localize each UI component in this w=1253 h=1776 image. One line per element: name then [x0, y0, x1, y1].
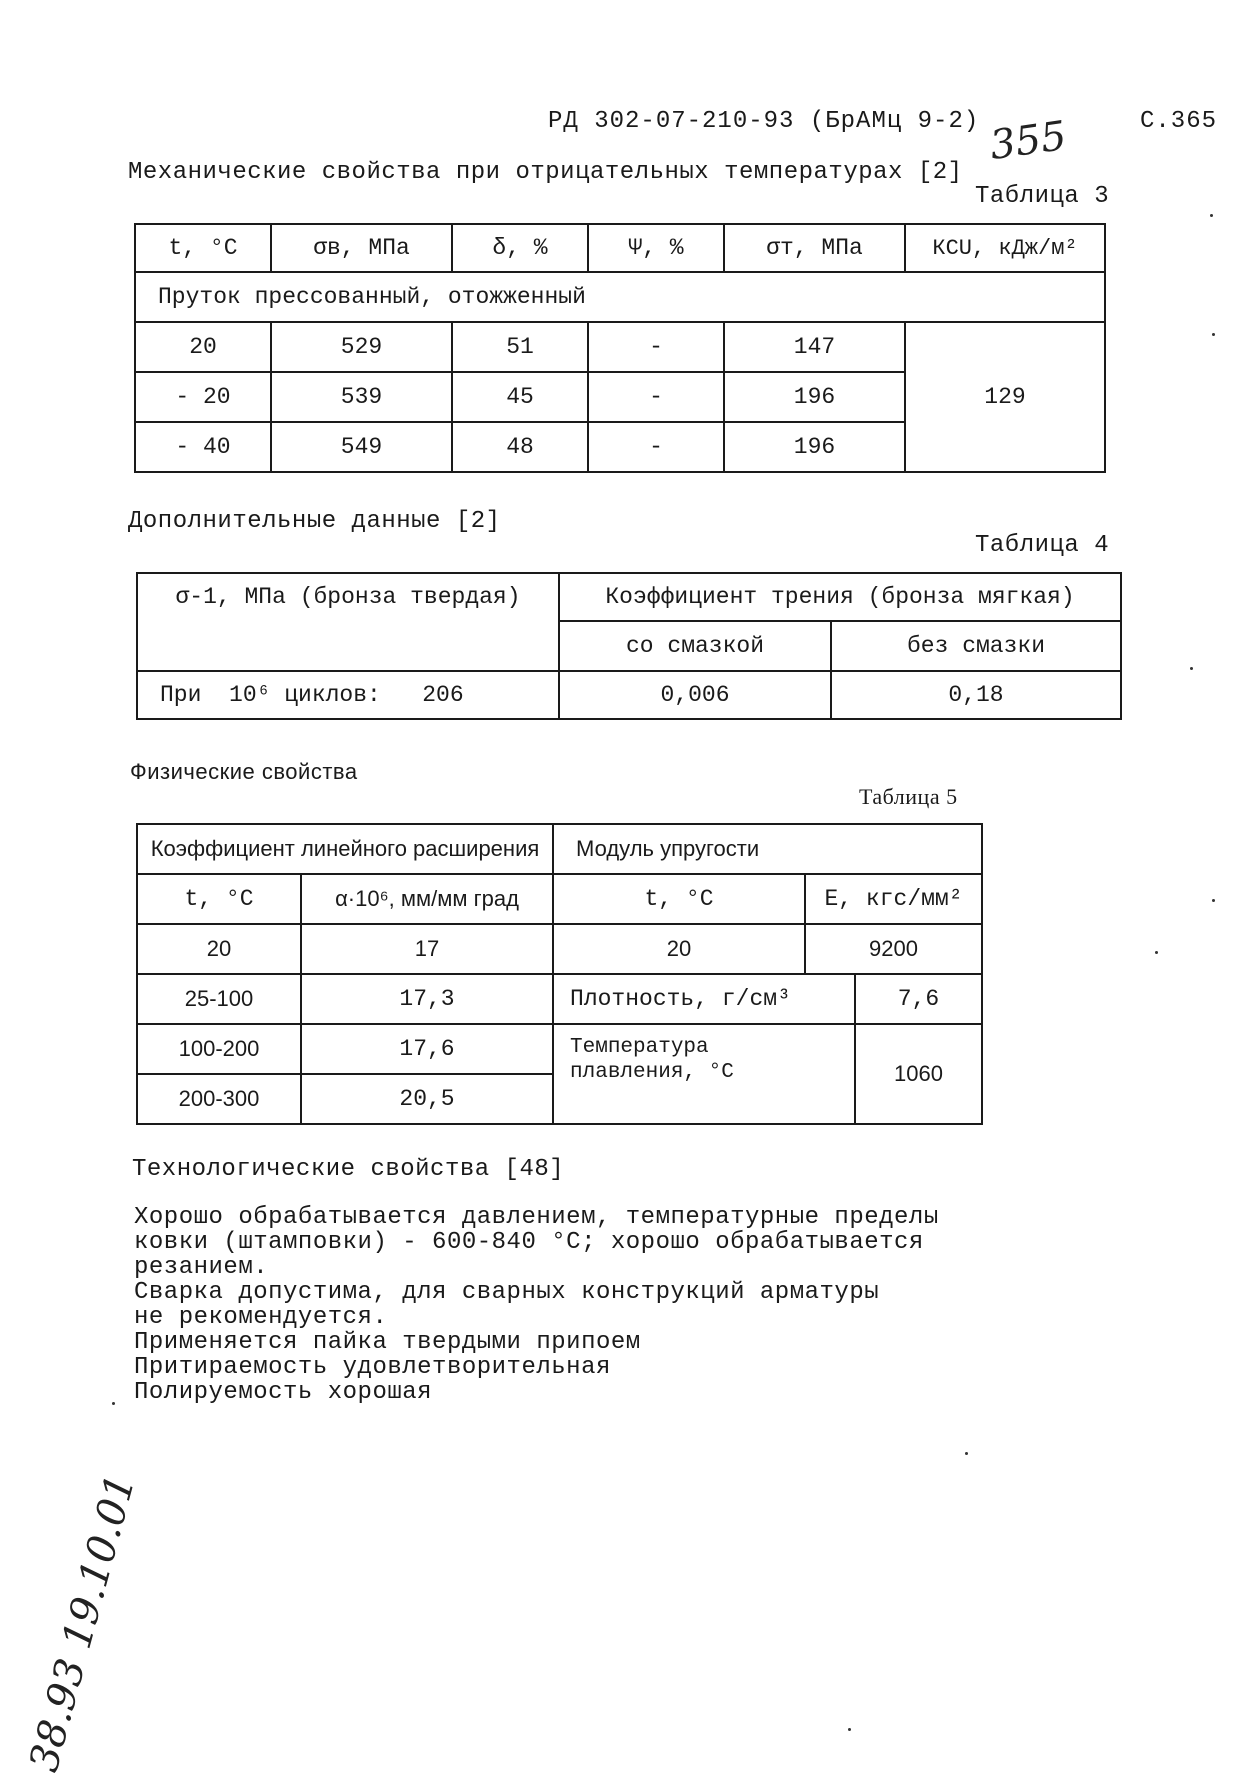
- table-3: [134, 223, 1106, 473]
- friction-without-lube: 0,18: [831, 671, 1121, 719]
- page-number: С.365: [1140, 108, 1218, 135]
- melting-label-line-1: Температура: [570, 1036, 709, 1059]
- table-cell: 20: [137, 924, 301, 974]
- table-cell: 25-100: [137, 974, 301, 1024]
- melting-label: [553, 1024, 855, 1124]
- table-cell: -: [588, 422, 724, 472]
- melting-label-line-2: плавления, °С: [570, 1061, 734, 1084]
- col-header: δ, %: [452, 224, 588, 272]
- table-cell: 17,3: [301, 974, 553, 1024]
- table-5: [136, 823, 983, 1125]
- table-row: [135, 322, 1105, 372]
- fatigue-value: При 10⁶ циклов: 206: [137, 671, 559, 719]
- friction-header: Коэффициент трения (бронза мягкая): [559, 573, 1121, 621]
- col-header: Е, кгс/мм²: [805, 874, 982, 924]
- section-title-additional: Дополнительные данные [2]: [128, 508, 501, 535]
- melting-value: 1060: [855, 1024, 982, 1124]
- section-title-technological: Технологические свойства [48]: [132, 1156, 565, 1183]
- kcu-value: 129: [905, 322, 1105, 472]
- table-cell: -: [588, 322, 724, 372]
- table-row: [137, 671, 1121, 719]
- table-cell: 48: [452, 422, 588, 472]
- col-header: σв, МПа: [271, 224, 452, 272]
- table-cell: - 20: [135, 372, 271, 422]
- group-label: Пруток прессованный, отожженный: [135, 272, 1105, 322]
- scan-speck: [112, 1402, 115, 1405]
- table-row: [137, 1024, 982, 1074]
- handwritten-margin-note: 38.93 19.10.01: [20, 1469, 145, 1776]
- table-cell: -: [588, 372, 724, 422]
- table-cell: 539: [271, 372, 452, 422]
- friction-with-lube: 0,006: [559, 671, 831, 719]
- table-cell: - 40: [135, 422, 271, 472]
- table-cell: 17: [301, 924, 553, 974]
- handwritten-page-number: 355: [987, 112, 1070, 170]
- density-label: Плотность, г/см³: [553, 974, 855, 1024]
- table-cell: 20: [135, 322, 271, 372]
- table4-label: Таблица 4: [975, 532, 1110, 559]
- text-line: резанием.: [134, 1254, 269, 1281]
- table-cell: 529: [271, 322, 452, 372]
- technological-text: [134, 1205, 939, 1405]
- text-line: Хорошо обрабатывается давлением, температурные пределы: [134, 1204, 939, 1231]
- table-cell: 200-300: [137, 1074, 301, 1124]
- scan-speck: [848, 1728, 851, 1731]
- text-line: Притираемость удовлетворительная: [134, 1354, 611, 1381]
- col-header: α·10⁶, мм/мм град: [301, 874, 553, 924]
- section-title-physical: Физические свойства: [130, 759, 358, 784]
- section-title-mechanical: Механические свойства при отрицательных температурах [2]: [128, 159, 963, 186]
- table3-group-row: [135, 272, 1105, 322]
- table-cell: 196: [724, 372, 905, 422]
- scan-speck: [1212, 899, 1215, 902]
- table-cell: 20: [553, 924, 805, 974]
- text-line: Применяется пайка твердыми припоем: [134, 1329, 641, 1356]
- scan-speck: [1155, 951, 1158, 954]
- col-header: Ψ, %: [588, 224, 724, 272]
- col-header: t, °С: [553, 874, 805, 924]
- table-cell: 51: [452, 322, 588, 372]
- table-row: [137, 924, 982, 974]
- col-header: со смазкой: [559, 621, 831, 671]
- table5-header-row: [137, 824, 982, 874]
- table-cell: 100-200: [137, 1024, 301, 1074]
- scan-speck: [1210, 214, 1213, 217]
- table-cell: 9200: [805, 924, 982, 974]
- col-header: без смазки: [831, 621, 1121, 671]
- table-row: [137, 974, 982, 1024]
- modulus-header: Модуль упругости: [553, 824, 982, 874]
- col-header: σт, МПа: [724, 224, 905, 272]
- fatigue-header: σ-1, МПа (бронза твердая): [137, 573, 559, 671]
- density-value: 7,6: [855, 974, 982, 1024]
- table-cell: 20,5: [301, 1074, 553, 1124]
- scan-speck: [965, 1452, 968, 1455]
- table-cell: 549: [271, 422, 452, 472]
- scan-speck: [1190, 667, 1193, 670]
- col-header: t, °С: [135, 224, 271, 272]
- text-line: Полируемость хорошая: [134, 1379, 433, 1406]
- expansion-header: Коэффициент линейного расширения: [137, 824, 553, 874]
- col-header: t, °С: [137, 874, 301, 924]
- text-line: Сварка допустима, для сварных конструкций арматуры: [134, 1279, 880, 1306]
- document-code: РД 302-07-210-93 (БрАМц 9-2): [548, 108, 980, 135]
- table-cell: 147: [724, 322, 905, 372]
- table-cell: 17,6: [301, 1024, 553, 1074]
- table-4: [136, 572, 1122, 720]
- table-cell: 45: [452, 372, 588, 422]
- table4-header-row: [137, 573, 1121, 621]
- text-line: ковки (штамповки) - 600-840 °С; хорошо обрабатывается: [134, 1229, 924, 1256]
- scan-speck: [1212, 333, 1215, 336]
- table-cell: 196: [724, 422, 905, 472]
- table3-header-row: [135, 224, 1105, 272]
- table5-subheader-row: [137, 874, 982, 924]
- table3-label: Таблица 3: [975, 183, 1110, 210]
- col-header: КСU, кДж/м²: [905, 224, 1105, 272]
- table5-label: Таблица 5: [859, 784, 958, 809]
- text-line: не рекомендуется.: [134, 1304, 388, 1331]
